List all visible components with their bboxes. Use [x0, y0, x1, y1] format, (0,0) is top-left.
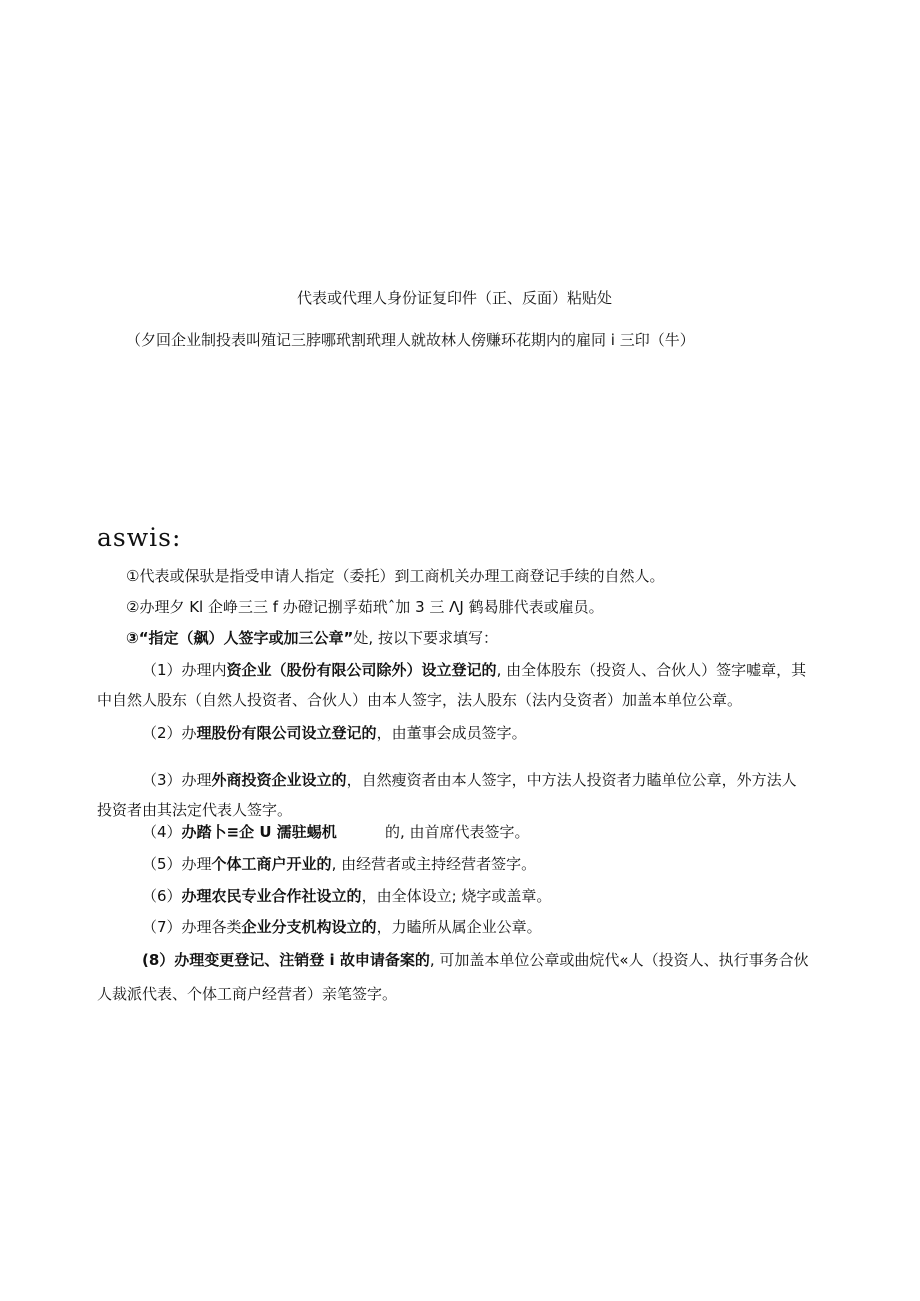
item-7-emphasis: 企业分支机构设立的: [241, 918, 377, 936]
item-8-continuation: 人裁派代表、个体工商户经营者）亲笔签字。: [97, 985, 398, 1003]
item-8-emphasis: (8）办理变更登记、注销登 i 故申请备案的: [142, 951, 430, 969]
note-1: ①代表或保驮是指受申请人指定（委托）到工商机关办理工商登记手续的自然人。: [126, 567, 665, 585]
note-3: [126, 628, 498, 648]
note-3-emphasis: ③“指定（飙）人签字或加三公章”: [126, 629, 354, 647]
item-5: [142, 854, 536, 874]
item-1-continuation: 中自然人股东（自然人投资者、合伙人）由本人签字，法人股东（法内殳资者）加盖本单位公章。: [97, 691, 743, 709]
item-7: [142, 917, 542, 937]
page-title: 代表或代理人身份证复印件（正、反面）粘贴处: [297, 289, 613, 307]
item-3-text: ，自然瘦资者由本人签字，中方法人投资者力瞌单位公章，外方法人: [346, 771, 797, 789]
item-6: [142, 886, 551, 906]
item-3: [142, 770, 797, 790]
item-3-emphasis: 外商投资企业设立的: [211, 771, 347, 789]
item-5-prefix: （5）办理: [142, 855, 212, 873]
item-2-emphasis: 理股份有限公司设立登记的: [196, 724, 377, 742]
item-3-prefix: （3）办理: [142, 771, 212, 789]
item-7-text: ，力瞌所从属企业公章。: [376, 918, 542, 936]
item-6-emphasis: 办理农民专业合作社设立的: [181, 887, 362, 905]
item-8-text: , 可加盖本单位公章或曲烷代«人（投资人、执行事务合伙: [429, 951, 809, 969]
item-6-text: ，由全体设立; 烧字或盖章。: [361, 887, 552, 905]
item-4-emphasis: 办踏卜≡企 U 濡驻蜴机: [181, 823, 337, 841]
item-5-emphasis: 个体工商户开业的: [211, 855, 332, 873]
item-3-continuation: 投资者由其法定代表人签字。: [97, 801, 293, 819]
notes-heading: aswis:: [97, 523, 182, 552]
item-2-prefix: （2）办: [142, 724, 197, 742]
item-2-text: ，由董事会成员签字。: [376, 724, 527, 742]
item-4-text: 的, 由首席代表签字。: [385, 823, 530, 841]
item-2: [142, 723, 527, 743]
page-subtitle: （夕回企业制投表叫殖记三脖哪玳割玳理人就故林人傍赚环花期内的雇同 i 三印（牛）: [126, 331, 695, 349]
item-6-prefix: （6）: [142, 887, 182, 905]
note-2: ②办理夕 Kl 企峥三三 f 办磴记捌孚茹玳ˆ加 3 三 ΛJ 鹤曷腓代表或雇员。: [126, 598, 604, 616]
item-4: [142, 822, 530, 842]
item-1-text: , 由全体股东（投资人、合伙人）签字嘘章，其: [496, 661, 807, 679]
item-4-prefix: （4）: [142, 823, 182, 841]
item-5-text: , 由经营者或主持经营者签字。: [331, 855, 537, 873]
note-3-text: 处, 按以下要求填写：: [353, 629, 498, 647]
item-7-prefix: （7）办理各类: [142, 918, 242, 936]
item-8: [142, 950, 809, 970]
item-1-prefix: （1）办理内: [142, 661, 227, 679]
item-1: [142, 660, 806, 680]
item-1-emphasis: 资企业（股份有限公司除外）设立登记的: [226, 661, 497, 679]
